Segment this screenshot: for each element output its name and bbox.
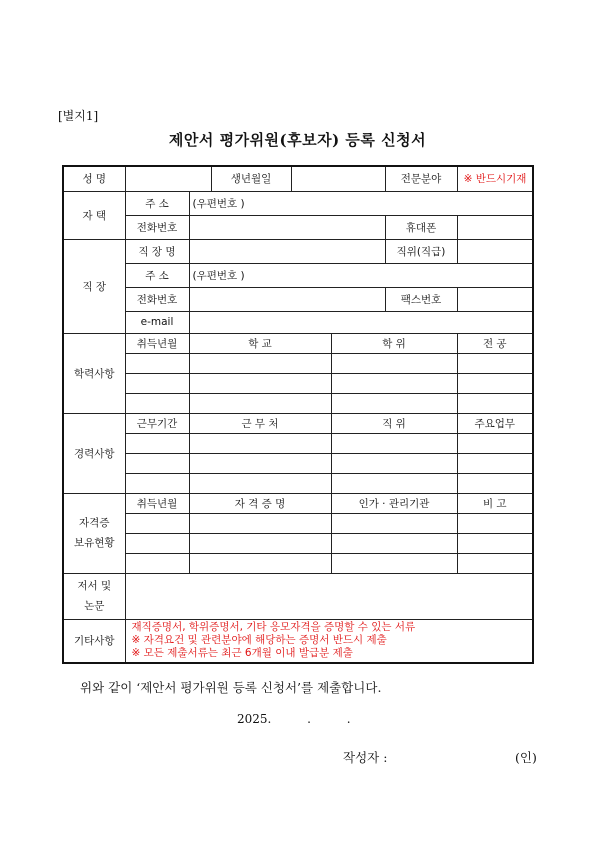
publications-row bbox=[63, 573, 533, 619]
education-cell[interactable] bbox=[125, 353, 189, 373]
certificate-cell[interactable] bbox=[189, 553, 331, 573]
career-cell[interactable] bbox=[189, 473, 331, 493]
work-company-row bbox=[63, 239, 533, 263]
work-email-row bbox=[63, 311, 533, 333]
page-title: 제안서 평가위원(후보자) 등록 신청서 bbox=[168, 131, 427, 149]
etc-notes bbox=[125, 619, 533, 663]
education-entry-row bbox=[63, 373, 533, 393]
certificate-cell[interactable] bbox=[457, 513, 533, 533]
company-field[interactable] bbox=[189, 239, 385, 263]
date-line[interactable]: 2025. . . bbox=[237, 712, 351, 726]
work-section-label: 직 장 bbox=[63, 239, 125, 333]
certificate-entry-row bbox=[63, 513, 533, 533]
etc-label: 기타사항 bbox=[63, 619, 125, 663]
education-section-label: 학력사항 bbox=[63, 333, 125, 413]
work-phone-field[interactable] bbox=[189, 287, 385, 311]
application-form-table bbox=[62, 165, 534, 664]
publications-label-line1: 저서 및 bbox=[77, 580, 112, 592]
birth-field[interactable] bbox=[291, 166, 385, 191]
education-cell[interactable] bbox=[125, 373, 189, 393]
work-phone-row bbox=[63, 287, 533, 311]
certificate-cell[interactable] bbox=[189, 533, 331, 553]
certificate-header-date: 취득년월 bbox=[125, 493, 189, 513]
career-entry-row bbox=[63, 453, 533, 473]
work-address-field[interactable]: (우편번호 ) bbox=[189, 263, 533, 287]
declaration-text: 위와 같이 ‘제안서 평가위원 등록 신청서’를 제출합니다. bbox=[80, 680, 382, 695]
publications-field[interactable] bbox=[125, 573, 533, 619]
career-header-workplace: 근 무 처 bbox=[189, 413, 331, 433]
career-header-period: 근무기간 bbox=[125, 413, 189, 433]
education-cell[interactable] bbox=[331, 393, 457, 413]
certificate-header-issuer: 인가 · 관리기관 bbox=[331, 493, 457, 513]
career-section-label: 경력사항 bbox=[63, 413, 125, 493]
certificate-cell[interactable] bbox=[125, 553, 189, 573]
career-header-row bbox=[63, 413, 533, 433]
certificate-entry-row bbox=[63, 533, 533, 553]
work-phone-label: 전화번호 bbox=[125, 287, 189, 311]
certificate-cell[interactable] bbox=[457, 533, 533, 553]
career-cell[interactable] bbox=[457, 453, 533, 473]
work-address-row bbox=[63, 263, 533, 287]
career-cell[interactable] bbox=[125, 473, 189, 493]
education-cell[interactable] bbox=[457, 393, 533, 413]
author-label: 작성자 : bbox=[343, 750, 388, 765]
home-phone-field[interactable] bbox=[189, 215, 385, 239]
certificate-label-line1: 자격증 bbox=[79, 517, 110, 529]
career-cell[interactable] bbox=[457, 473, 533, 493]
education-header-degree: 학 위 bbox=[331, 333, 457, 353]
home-phone-row bbox=[63, 215, 533, 239]
certificate-cell[interactable] bbox=[125, 533, 189, 553]
education-cell[interactable] bbox=[331, 373, 457, 393]
certificate-cell[interactable] bbox=[331, 513, 457, 533]
career-cell[interactable] bbox=[331, 473, 457, 493]
mobile-label: 휴대폰 bbox=[385, 215, 457, 239]
education-cell[interactable] bbox=[189, 373, 331, 393]
publications-label bbox=[63, 573, 125, 619]
education-entry-row bbox=[63, 353, 533, 373]
education-cell[interactable] bbox=[457, 373, 533, 393]
home-phone-label: 전화번호 bbox=[125, 215, 189, 239]
publications-label-line2: 논문 bbox=[84, 600, 105, 612]
education-header-major: 전 공 bbox=[457, 333, 533, 353]
mobile-field[interactable] bbox=[457, 215, 533, 239]
education-entry-row bbox=[63, 393, 533, 413]
fax-label: 팩스번호 bbox=[385, 287, 457, 311]
name-label: 성 명 bbox=[63, 166, 125, 191]
position-label: 직위(직급) bbox=[385, 239, 457, 263]
career-entry-row bbox=[63, 433, 533, 453]
fax-field[interactable] bbox=[457, 287, 533, 311]
position-field[interactable] bbox=[457, 239, 533, 263]
home-address-field[interactable]: (우편번호 ) bbox=[189, 191, 533, 215]
etc-note-line: ※ 자격요건 및 관련분야에 해당하는 증명서 반드시 제출 bbox=[131, 634, 387, 647]
career-cell[interactable] bbox=[125, 433, 189, 453]
seal-label: (인) bbox=[515, 750, 537, 765]
career-header-duties: 주요업무 bbox=[457, 413, 533, 433]
career-cell[interactable] bbox=[331, 453, 457, 473]
work-address-label: 주 소 bbox=[125, 263, 189, 287]
certificate-cell[interactable] bbox=[125, 513, 189, 533]
education-header-row bbox=[63, 333, 533, 353]
company-label: 직 장 명 bbox=[125, 239, 189, 263]
education-header-date: 취득년월 bbox=[125, 333, 189, 353]
education-header-school: 학 교 bbox=[189, 333, 331, 353]
name-field[interactable] bbox=[125, 166, 211, 191]
certificate-header-row bbox=[63, 493, 533, 513]
career-cell[interactable] bbox=[125, 453, 189, 473]
basic-info-row bbox=[63, 166, 533, 191]
certificate-label-line2: 보유현황 bbox=[73, 537, 115, 549]
career-entry-row bbox=[63, 473, 533, 493]
certificate-header-name: 자 격 증 명 bbox=[189, 493, 331, 513]
certificate-cell[interactable] bbox=[457, 553, 533, 573]
education-cell[interactable] bbox=[189, 353, 331, 373]
email-field[interactable] bbox=[189, 311, 533, 333]
education-cell[interactable] bbox=[457, 353, 533, 373]
certificate-header-remarks: 비 고 bbox=[457, 493, 533, 513]
certificate-cell[interactable] bbox=[331, 553, 457, 573]
certificate-section-label bbox=[63, 493, 125, 573]
etc-row bbox=[63, 619, 533, 663]
email-label: e-mail bbox=[125, 311, 189, 333]
career-cell[interactable] bbox=[331, 433, 457, 453]
certificate-cell[interactable] bbox=[189, 513, 331, 533]
home-address-label: 주 소 bbox=[125, 191, 189, 215]
education-cell[interactable] bbox=[189, 393, 331, 413]
education-cell[interactable] bbox=[331, 353, 457, 373]
education-cell[interactable] bbox=[125, 393, 189, 413]
birth-label: 생년월일 bbox=[211, 166, 291, 191]
field-label: 전문분야 bbox=[385, 166, 457, 191]
career-cell[interactable] bbox=[457, 433, 533, 453]
annex-label: [별지1] bbox=[58, 109, 99, 123]
field-required-note[interactable]: ※ 반드시기재 bbox=[457, 166, 533, 191]
etc-note-line: 재직증명서, 학위증명서, 기타 응모자격을 증명할 수 있는 서류 bbox=[131, 621, 416, 634]
career-header-position: 직 위 bbox=[331, 413, 457, 433]
etc-note-line: ※ 모든 제출서류는 최근 6개월 이내 발급분 제출 bbox=[131, 647, 353, 660]
certificate-entry-row bbox=[63, 553, 533, 573]
career-cell[interactable] bbox=[189, 453, 331, 473]
home-section-label: 자 택 bbox=[63, 191, 125, 239]
career-cell[interactable] bbox=[189, 433, 331, 453]
certificate-cell[interactable] bbox=[331, 533, 457, 553]
home-address-row bbox=[63, 191, 533, 215]
